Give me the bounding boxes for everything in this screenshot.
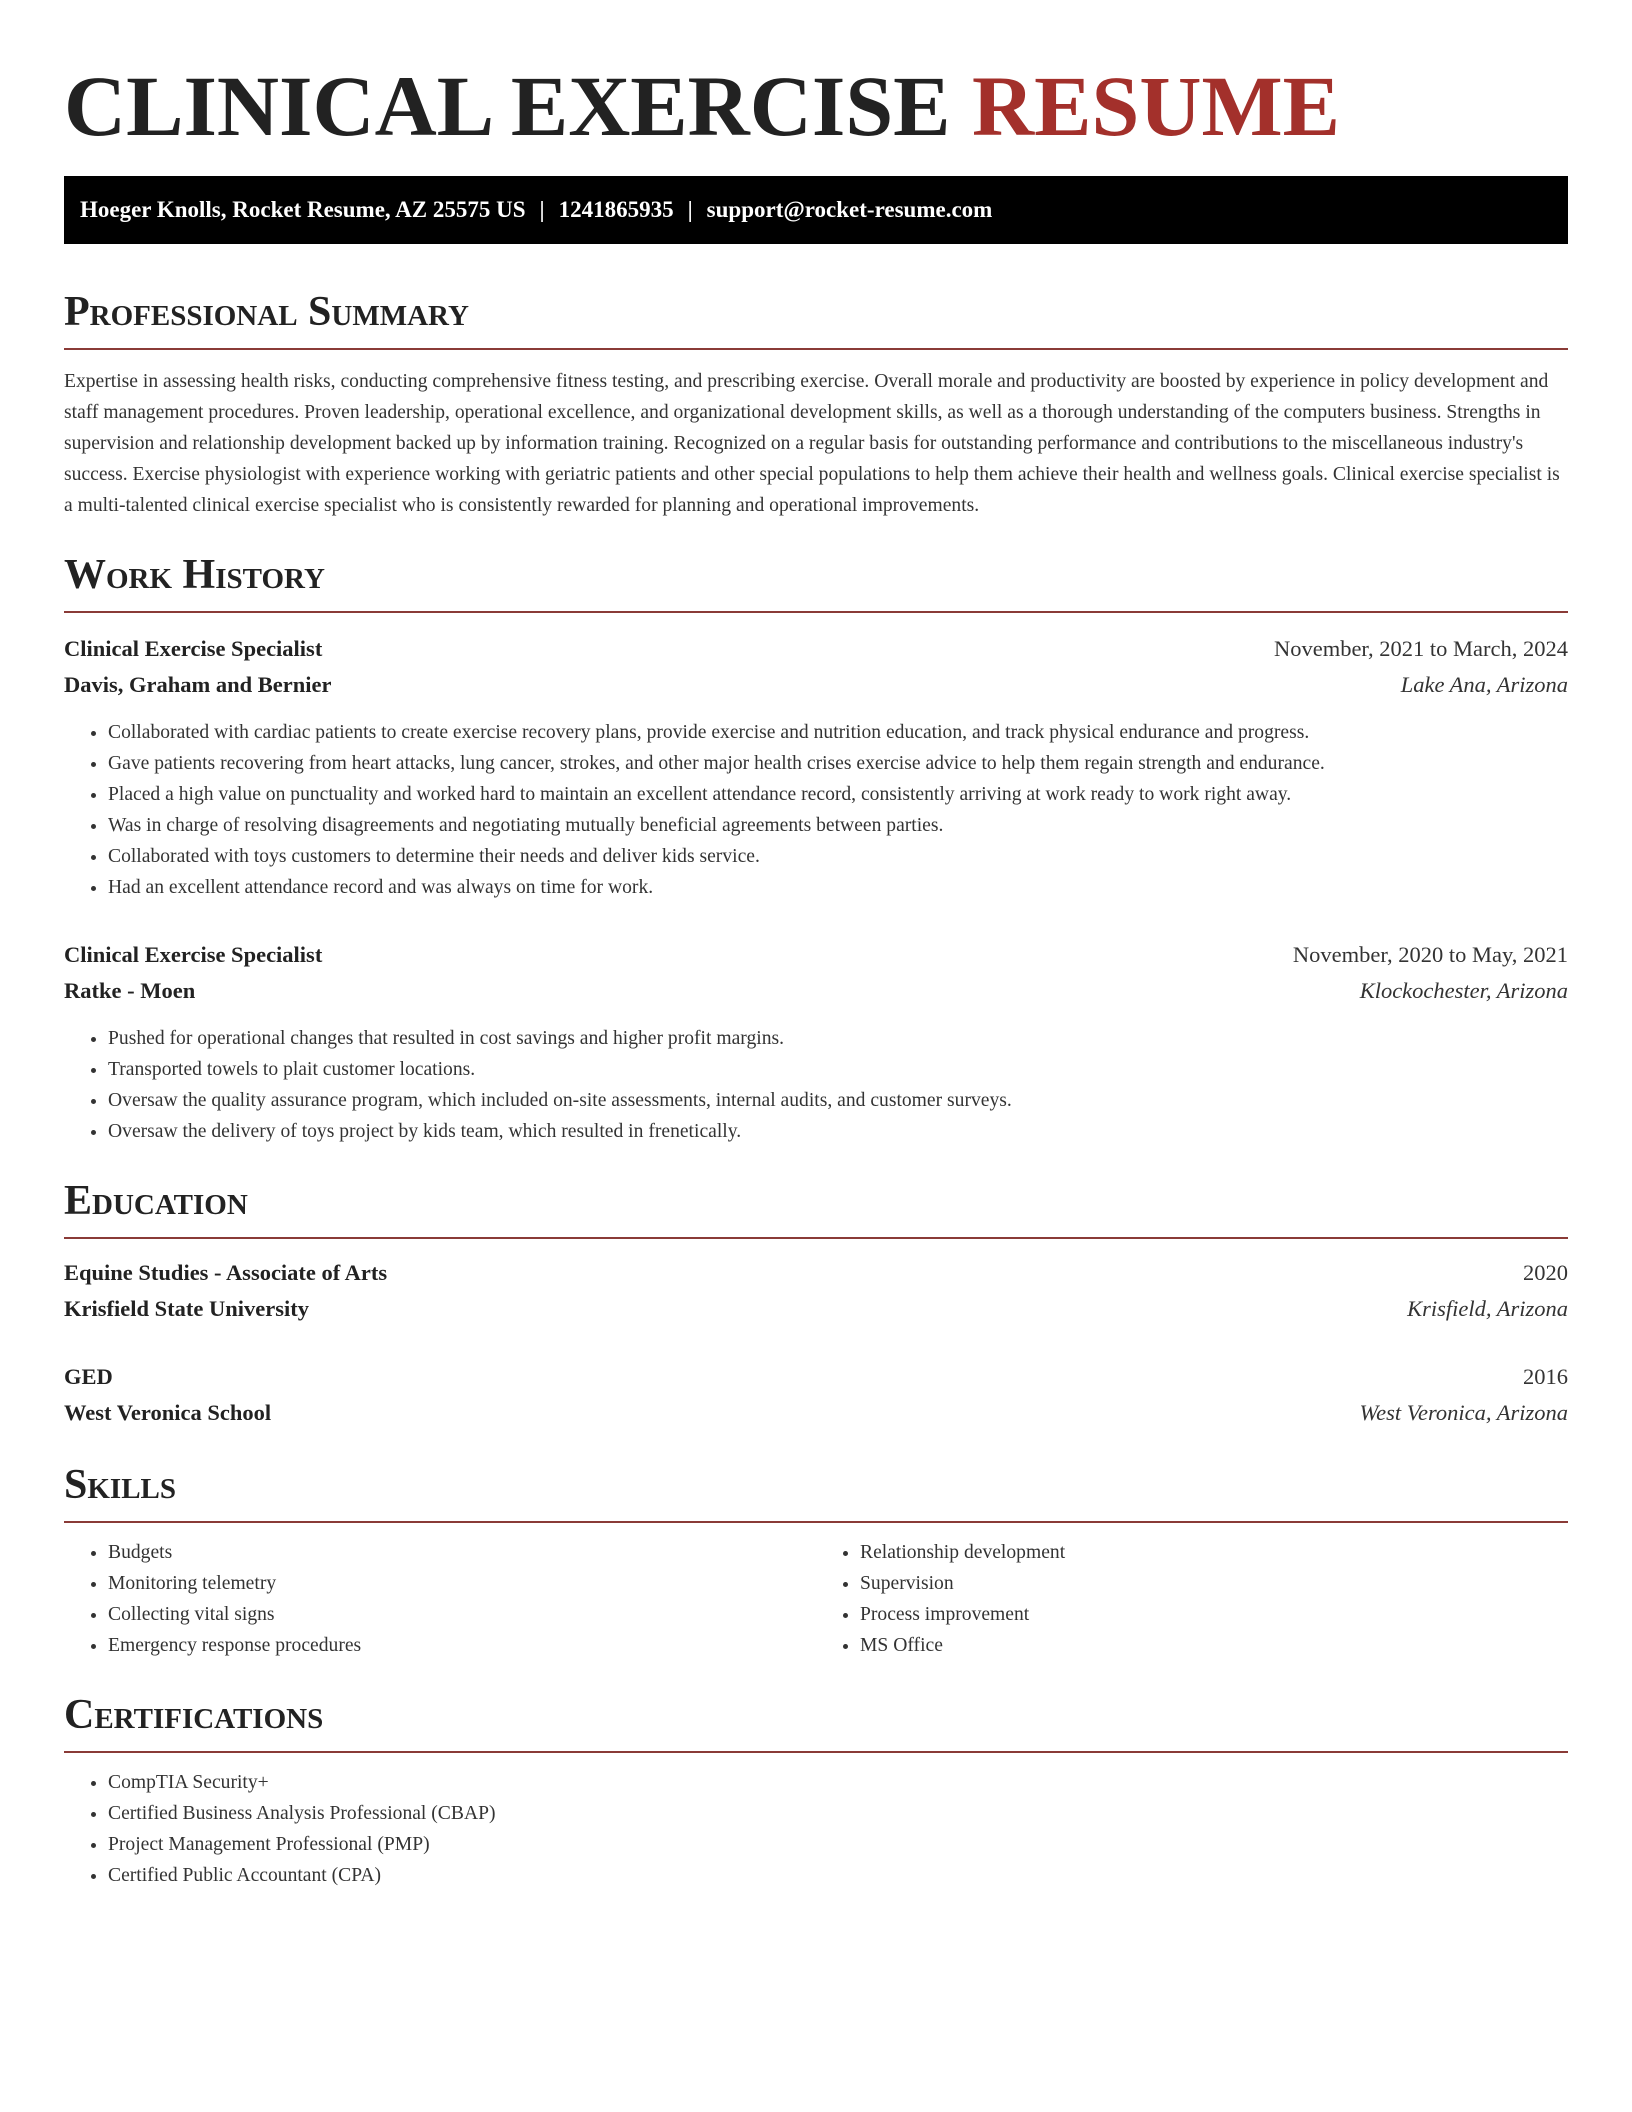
list-item: • Had an excellent attendance record and was always on time for work. [108, 872, 1568, 903]
job-header-row [64, 631, 1568, 667]
list-item: • Project Management Professional (PMP) [108, 1829, 1568, 1860]
job-role: Clinical Exercise Specialist [64, 942, 323, 967]
job-location: Klockochester, Arizona [1359, 978, 1568, 1003]
contact-bar [64, 176, 1568, 244]
list-item: • Monitoring telemetry [108, 1568, 816, 1599]
education-school-row [64, 1291, 1568, 1327]
job-company-row [64, 973, 1568, 1009]
education-heading: Education [64, 1179, 1568, 1239]
list-item: • Emergency response procedures [108, 1630, 816, 1661]
education-section [64, 1179, 1568, 1431]
list-item: • Transported towels to plait customer locations. [108, 1054, 1568, 1085]
list-item: • Process improvement [860, 1599, 1568, 1630]
list-item: • Oversaw the delivery of toys project by kids team, which resulted in frenetically. [108, 1116, 1568, 1147]
education-school-row [64, 1395, 1568, 1431]
resume-title [64, 56, 1568, 156]
list-item: • Budgets [108, 1537, 816, 1568]
contact-separator: | [539, 197, 545, 222]
job-dates: November, 2020 to May, 2021 [1292, 942, 1568, 967]
list-item: • Certified Public Accountant (CPA) [108, 1860, 1568, 1891]
education-degree: Equine Studies - Associate of Arts [64, 1260, 388, 1285]
summary-heading: Professional Summary [64, 290, 1568, 350]
education-degree: GED [64, 1364, 113, 1389]
work-history-section [64, 553, 1568, 1147]
skills-heading: Skills [64, 1463, 1568, 1523]
certifications-heading: Certifications [64, 1693, 1568, 1753]
list-item: • Supervision [860, 1568, 1568, 1599]
job-company: Davis, Graham and Bernier [64, 672, 332, 697]
education-entry [64, 1359, 1568, 1431]
education-location: Krisfield, Arizona [1407, 1296, 1568, 1321]
education-year: 2016 [1523, 1364, 1568, 1389]
contact-phone: 1241865935 [558, 197, 674, 222]
list-item: • Relationship development [860, 1537, 1568, 1568]
education-degree-row [64, 1255, 1568, 1291]
list-item: • Pushed for operational changes that resulted in cost savings and higher profit margins. [108, 1023, 1568, 1054]
list-item: • Oversaw the quality assurance program, which included on-site assessments, internal audits, and customer surveys. [108, 1085, 1568, 1116]
list-item: • CompTIA Security+ [108, 1767, 1568, 1798]
summary-text: Expertise in assessing health risks, conducting comprehensive fitness testing, and prescribing exercise. Overall morale and productivity are boosted by experience in policy development and staff management procedures. Proven leadership, operational excellence, and organizational development skills, as well as a thorough understanding of the computers business. Strengths in supervision and relationship development backed up by information training. Recognized on a regular basis for outstanding performance and contributions to the miscellaneous industry's success. Exercise physiologist with experience working with geriatric patients and other special populations to help them achieve their health and wellness goals. Clinical exercise specialist is a multi-talented clinical exercise specialist who is consistently rewarded for planning and operational improvements. [64, 371, 1560, 516]
job-entry [64, 631, 1568, 903]
education-entry [64, 1255, 1568, 1327]
job-bullets [64, 717, 1568, 903]
skills-grid [64, 1537, 1568, 1661]
skills-column-2 [816, 1537, 1568, 1661]
list-item: • Placed a high value on punctuality and worked hard to maintain an excellent attendance record, consistently arriving at work ready to work right away. [108, 779, 1568, 810]
education-location: West Veronica, Arizona [1359, 1400, 1568, 1425]
contact-email: support@rocket-resume.com [706, 197, 993, 222]
certifications-section [64, 1693, 1568, 1891]
list-item: • MS Office [860, 1630, 1568, 1661]
job-company-row [64, 667, 1568, 703]
job-role: Clinical Exercise Specialist [64, 636, 323, 661]
job-company: Ratke - Moen [64, 978, 196, 1003]
education-degree-row [64, 1359, 1568, 1395]
education-school: Krisfield State University [64, 1296, 309, 1321]
work-history-heading: Work History [64, 553, 1568, 613]
title-main: CLINICAL EXERCISE [64, 58, 951, 154]
list-item: • Was in charge of resolving disagreements and negotiating mutually beneficial agreements between parties. [108, 810, 1568, 841]
list-item: • Collecting vital signs [108, 1599, 816, 1630]
list-item: • Collaborated with toys customers to determine their needs and deliver kids service. [108, 841, 1568, 872]
contact-separator: | [687, 197, 693, 222]
job-location: Lake Ana, Arizona [1400, 672, 1568, 697]
skills-column-1 [64, 1537, 816, 1661]
list-item: • Certified Business Analysis Professional (CBAP) [108, 1798, 1568, 1829]
education-school: West Veronica School [64, 1400, 272, 1425]
title-accent: RESUME [972, 58, 1340, 154]
contact-address: Hoeger Knolls, Rocket Resume, AZ 25575 US [80, 197, 526, 222]
certifications-list [64, 1767, 1568, 1891]
job-header-row [64, 937, 1568, 973]
job-entry [64, 937, 1568, 1147]
education-year: 2020 [1523, 1260, 1568, 1285]
list-item: • Collaborated with cardiac patients to create exercise recovery plans, provide exercise and nutrition education, and track physical endurance and progress. [108, 717, 1568, 748]
job-dates: November, 2021 to March, 2024 [1273, 636, 1568, 661]
skills-section [64, 1463, 1568, 1661]
job-bullets [64, 1023, 1568, 1147]
list-item: • Gave patients recovering from heart attacks, lung cancer, strokes, and other major health crises exercise advice to help them regain strength and endurance. [108, 748, 1568, 779]
summary-section [64, 290, 1568, 521]
